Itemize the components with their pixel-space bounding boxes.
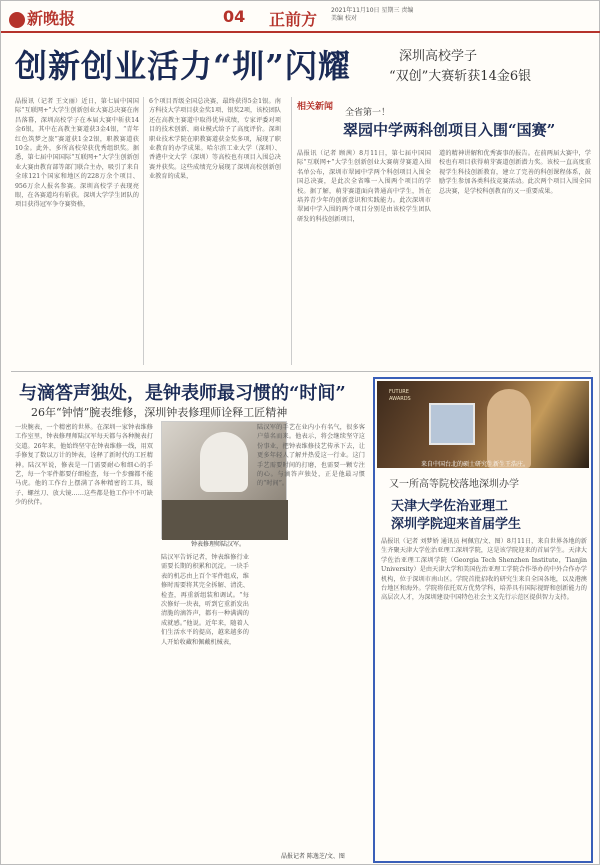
related-column-2: 道的精神讲解和优秀赛事的报告。在前两届大赛中，学校也有项目获得萌芽赛道创新潜力奖。该校一直高度重视学生科技创新教育，建立了完善的科创课程体系，鼓励学生参加各类科技竞赛活动。此次两个项目入围全国总决赛，是学校科创教育的又一重要成果。 (439, 150, 591, 195)
student-photo (377, 381, 589, 468)
page-number: 04 (223, 7, 246, 26)
dateline: 2021年11月10日 星期三 责编 美编 校对 (331, 7, 414, 22)
watch-column-2: 陆汉军告诉记者，钟表维修行业需要长期的积累和沉淀。一块手表的机芯由上百个零件组成，维修时需要将其完全拆解、清洗、检查，再重新组装和调试。“每次修好一块表，听到它重新发出清脆的滴答声，都有一种满满的成就感。”他说。近年来，随着人们生活水平的提高，越来越多的人开始收藏和佩戴机械表， (161, 554, 249, 646)
column-divider (291, 97, 292, 365)
related-kicker: 全省第一！ (345, 108, 391, 118)
section-title: 正前方 (269, 10, 318, 29)
logo-text: 新晚报 (27, 9, 76, 28)
watch-column-3: 陆汉军的手艺在业内小有名气，很多客户慕名而来。他表示，将会继续坚守这份事业，把钟表维修技艺传承下去，让更多年轻人了解并热爱这一行业。这门手艺需要时间的打磨，也需要一颗专注的心。与滴答声独处，正是他最习惯的“时间”。 (257, 424, 365, 488)
watch-subheadline: 26年“钟情”腕表维修，深圳钟表修理师诠释工匠精神 (31, 406, 288, 419)
related-news-tag: 相关新闻 (297, 102, 334, 112)
watch-headline: 与滴答声独处，是钟表师最习惯的“时间” (19, 383, 346, 404)
related-column-1: 晶报讯（记者 顾茜）8月11日，第七届中国国际“互联网+”大学生创新创业大赛萌芽赛道入围名单公布，深圳市翠园中学两个科创项目入围全国总决赛，是此次全省唯一入围两个项目的学校。据了解，萌芽赛道面向普通高中学生，旨在培养青少年的创新意识和实践能力。此次深圳市翠园中学入围的两个项目分别是由该校学生团队研发的科技创新项目， (297, 150, 431, 223)
tju-kicker: 又一所高等院校落地深圳办学 (389, 479, 519, 490)
lead-headline: 创新创业活力“圳”闪耀 (15, 47, 351, 85)
section-divider (11, 371, 591, 372)
photo-sign-text: FUTURE AWARDS (389, 389, 411, 402)
tju-headline-line-1: 天津大学佐治亚理工 (391, 499, 509, 514)
lead-column-1: 晶报讯（记者 王文丽）近日，第七届中国国际“互联网+”大学生创新创业大赛总决赛在南昌落幕，深圳高校学子在本届大赛中斩获14金6银，其中在高教主赛道获3金4银，“青年红色筑梦之旅”赛道获1金2银，职教赛道获10金。此外，多所高校荣获优秀组织奖。据悉，第七届中国国际“互联网+”大学生创新创业大赛由教育部等部门联合主办，吸引了来自全球121个国家和地区的228万余个项目、956万余人报名参赛。深圳高校学子表现亮眼，在各赛道均有斩获。深圳大学学生团队的项目获得冠军争夺赛资格， (15, 98, 139, 209)
related-headline: 翠园中学两科创项目入围“国赛” (343, 121, 556, 139)
newspaper-logo (9, 6, 75, 29)
tju-column: 晶报讯（记者 刘梦娇 通讯员 柯佩宜/文、图）8月11日，来自世界各地的新生齐聚天津大学佐治亚理工深圳学院，这是该学院迎来的首届学生。天津大学佐治亚理工深圳学院（Georgia Tech Shenzhen Institute，Tianjin University）是由天津大学和美国佐治亚理工学院合作举办的中外合作办学机构，位于深圳市南山区。学院首批招收的研究生来自全国各地，以及港澳台地区和海外。学院将依托双方优势学科，培养具有国际视野和创新能力的高层次人才，为深圳建设中国特色社会主义先行示范区提供智力支持。 (381, 538, 587, 602)
masthead (1, 1, 600, 33)
tju-headline-line-2: 深圳学院迎来首届学生 (391, 517, 522, 532)
student-figure (487, 389, 531, 468)
watch-photo-caption: 钟表修理师陆汉军。 (191, 541, 246, 548)
photo-signboard (429, 403, 475, 445)
logo-icon (9, 12, 25, 28)
lead-subheadline-1: 深圳高校学子 (399, 49, 478, 64)
student-photo-caption: 来自中国台北的硕士研究生新生王浩庄。 (421, 461, 530, 468)
watch-column-1: 一块腕表，一个精密的世界。在深圳一家钟表维修工作室里，钟表修理师陆汉军每天都与各种腕表打交道。26年来，他始终坚守在钟表维修一线，用双手修复了数以万计的钟表，诠释了新时代的工匠精神。陆汉军说，修表是一门需要耐心和细心的手艺，每一个零件都要仔细检查，每一个步骤都不能马虎。他的工作台上摆满了各种精密的工具，镊子、螺丝刀、放大镜……这些都是他工作中不可缺少的伙伴。 (15, 424, 153, 507)
lead-subheadline-2: “双创”大赛斩获14金6银 (389, 69, 532, 84)
watchmaker-figure (200, 432, 248, 492)
editor-credit: 晶报记者 陈逸芝/文、图 (281, 853, 345, 860)
lead-column-2: 6个项目晋级全国总决赛，最终获得5金1银。南方科技大学项目获金奖1项、银奖2项，该校团队还在高教主赛道中取得优异成绩，专家评委对项目的技术创新、商业模式给予了高度评价。深圳职业技术学院在职教赛道获金奖多项，展现了职业教育的办学成果。哈尔滨工业大学（深圳）、香港中文大学（深圳）等高校也有项目入围总决赛并获奖。这些成绩充分展现了深圳高校创新创业教育的成果， (149, 98, 281, 181)
column-divider (143, 97, 144, 365)
